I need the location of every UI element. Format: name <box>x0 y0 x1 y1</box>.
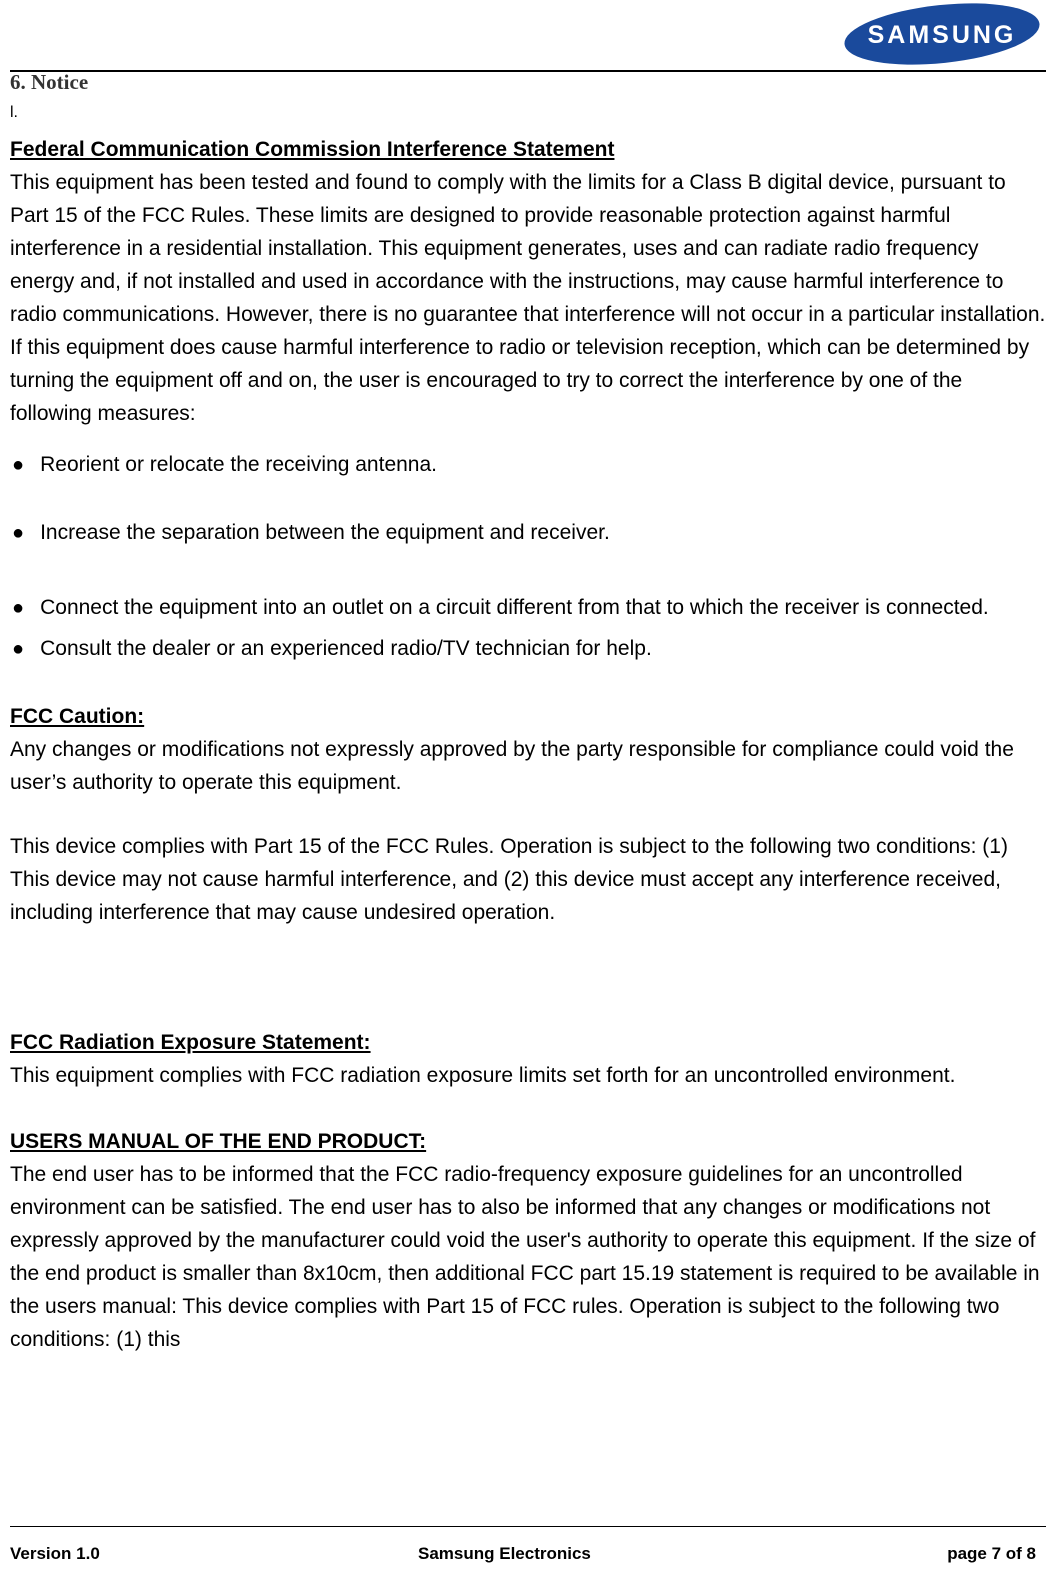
version-label: Version 1.0 <box>10 1544 100 1563</box>
fcc-radiation-heading: FCC Radiation Exposure Statement: <box>10 1031 371 1054</box>
list-item: ● Consult the dealer or an experienced radio/TV technician for help. <box>10 632 1046 666</box>
fcc-interference-body: This equipment has been tested and found to comply with the limits for a Class B digital device, pursuant to Part 15 of the FCC Rules. These limits are designed to provide reasonable protection against harmful interference in a residential installation. This equipment generates, uses and can radiate radio frequency energy and, if not installed and used in accordance with the instructions, may cause harmful interference to radio communications. However, there is no guarantee that interference will not occur in a particular installation. If this equipment does cause harmful interference to radio or television reception, which can be determined by turning the equipment off and on, the user is encouraged to try to correct the interference by one of the following measures: <box>10 171 1046 425</box>
list-item: ● Connect the equipment into an outlet on a circuit different from that to which the receiver is connected. <box>10 584 1046 632</box>
fcc-interference-heading: Federal Communication Commission Interference Statement <box>10 138 615 161</box>
users-manual-heading: USERS MANUAL OF THE END PRODUCT: <box>10 1130 427 1153</box>
section-title: 6. Notice <box>10 70 89 94</box>
footer-rule <box>10 1526 1046 1527</box>
header-rule <box>10 70 1046 72</box>
bullet-icon: ● <box>12 522 25 544</box>
users-manual-body: The end user has to be informed that the FCC radio-frequency exposure guidelines for an uncontrolled environment can be satisfied. The end user has to also be informed that any changes or modifications not expressly approved by the manufacturer could void the user's authority to operate this equipment. If the size of the end product is smaller than 8x10cm, then additional FCC part 15.19 statement is required to be available in the users manual: This device complies with Part 15 of FCC rules. Operation is subject to the following two conditions: (1) this <box>10 1163 1040 1351</box>
bullet-icon: ● <box>12 597 25 619</box>
fcc-radiation-body: This equipment complies with FCC radiation exposure limits set forth for an uncontrolled environment. <box>10 1064 956 1087</box>
fcc-caution-heading: FCC Caution: <box>10 705 145 728</box>
page-number: page 7 of 8 <box>947 1544 1036 1563</box>
bullet-icon: ● <box>12 638 25 660</box>
logo-text: SAMSUNG <box>867 21 1017 49</box>
fcc-caution-body: Any changes or modifications not expressly approved by the party responsible for compliance could void the user’s authority to operate this equipment. <box>10 738 1014 794</box>
list-item: ● Reorient or relocate the receiving antenna. <box>10 448 1046 482</box>
list-item: ● Increase the separation between the equipment and receiver. <box>10 516 1046 550</box>
company-label: Samsung Electronics <box>418 1544 591 1563</box>
page-footer <box>10 1544 1036 1572</box>
measures-list <box>10 448 1046 666</box>
fcc-compliance-body: This device complies with Part 15 of the FCC Rules. Operation is subject to the following two conditions: (1) This device may not cause harmful interference, and (2) this device must accept any interference received, including interference that may cause undesired operation. <box>10 835 1008 924</box>
bullet-icon: ● <box>12 454 25 476</box>
samsung-logo <box>842 2 1042 66</box>
document-body <box>10 133 1046 1356</box>
stray-mark: l. <box>10 104 18 121</box>
